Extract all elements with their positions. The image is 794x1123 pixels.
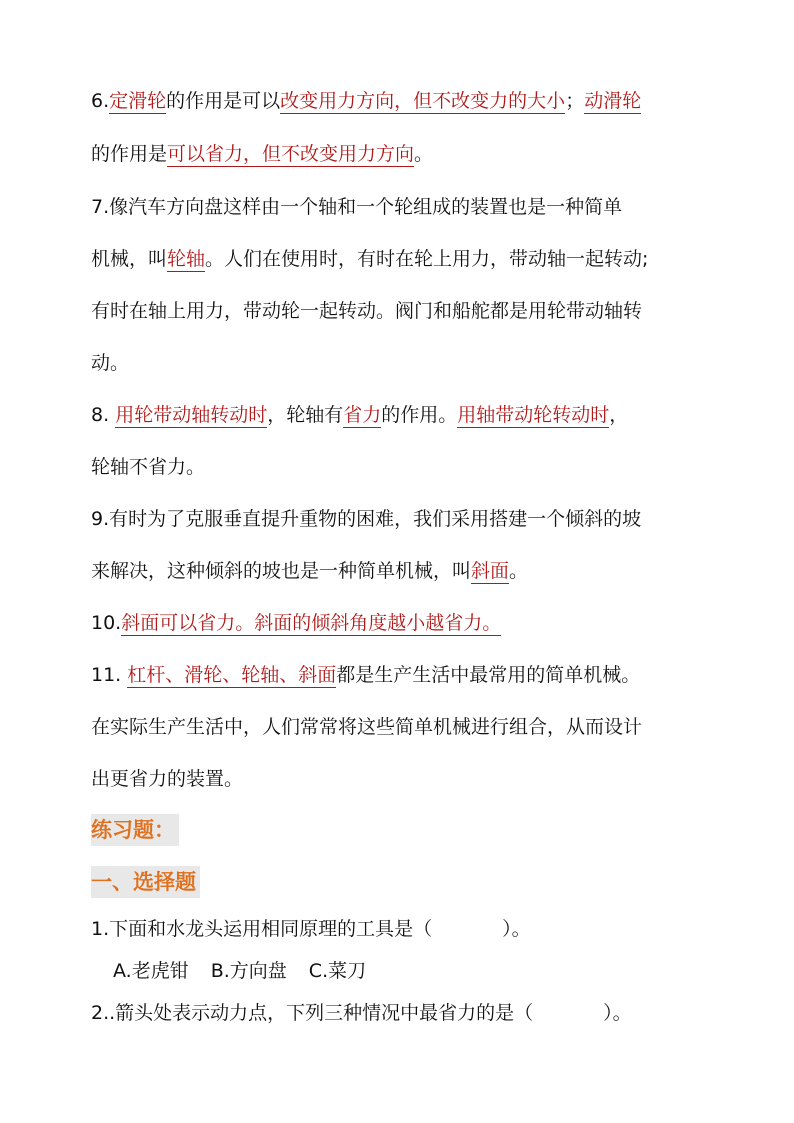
item-11-line-1 [91,662,734,688]
question-text: 2..箭头处表示动力点，下列三种情况中最省力的是（ [91,1002,534,1024]
item-7-line-1: 7.像汽车方向盘这样由一个轴和一个轮组成的装置也是一种简单 [91,196,623,218]
item-7-line-2 [91,246,734,272]
text: ）。 [502,918,531,940]
text: 的作用。 [381,404,458,426]
option-b[interactable]: B.方向盘 [210,960,287,982]
text: 的作用是可以 [166,90,281,112]
item-10-line-1 [91,610,734,636]
answer-underline: 斜面可以省力。斜面的倾斜角度越小越省力。 [121,612,502,634]
answer-underline: 改变用力方向，但不改变力的大小 [280,90,566,112]
item-number: 8. [91,404,110,426]
answer-underline: 动滑轮 [584,90,642,112]
text: ，轮轴有 [267,404,344,426]
text: 的作用是 [91,143,168,165]
answer-underline: 可以省力，但不改变用力方向 [167,143,415,165]
question-2 [91,1000,734,1026]
text: 。人们在使用时，有时在轮上用力，带动轴一起转动; [205,248,649,270]
text: ； [565,90,585,112]
text: 都是生产生活中最常用的简单机械。 [336,664,641,686]
text: ， [609,404,629,426]
text: 。 [509,560,529,582]
item-11-line-3: 出更省力的装置。 [91,768,244,790]
item-7-line-3: 有时在轴上用力，带动轮一起转动。阀门和船舵都是用轮带动轴转 [91,300,643,322]
item-9-line-2 [91,558,734,584]
item-6-line-2 [91,141,734,167]
item-number: 10. [91,612,122,634]
item-8-line-1 [91,402,734,428]
item-number: 6. [91,90,110,112]
text: ）。 [603,1002,632,1024]
text: 机械，叫 [91,248,168,270]
text: 。 [414,143,434,165]
text: 来解决，这种倾斜的坡也是一种简单机械，叫 [91,560,472,582]
item-7-line-4: 动。 [91,352,130,374]
answer-underline: 斜面 [471,560,510,582]
item-number: 11. [91,664,122,686]
answer-underline: 定滑轮 [109,90,167,112]
section-heading-choice: 一、选择题 [91,866,200,898]
item-6-line-1 [91,88,734,114]
question-1-options [113,958,734,984]
option-a[interactable]: A.老虎钳 [113,960,189,982]
question-1 [91,916,734,942]
answer-underline: 杠杆、滑轮、轮轴、斜面 [127,664,337,686]
answer-underline: 省力 [343,404,382,426]
answer-underline: 用轴带动轮转动时 [457,404,610,426]
practice-heading: 练习题： [91,814,179,846]
item-9-line-1: 9.有时为了克服垂直提升重物的困难，我们采用搭建一个倾斜的坡 [91,508,642,530]
question-text: 1.下面和水龙头运用相同原理的工具是（ [91,918,433,940]
option-c[interactable]: C.菜刀 [308,960,367,982]
item-11-line-2: 在实际生产生活中，人们常常将这些简单机械进行组合，从而设计 [91,716,643,738]
item-8-line-2: 轮轴不省力。 [91,456,206,478]
answer-underline: 用轮带动轴转动时 [115,404,268,426]
answer-underline: 轮轴 [167,248,206,270]
